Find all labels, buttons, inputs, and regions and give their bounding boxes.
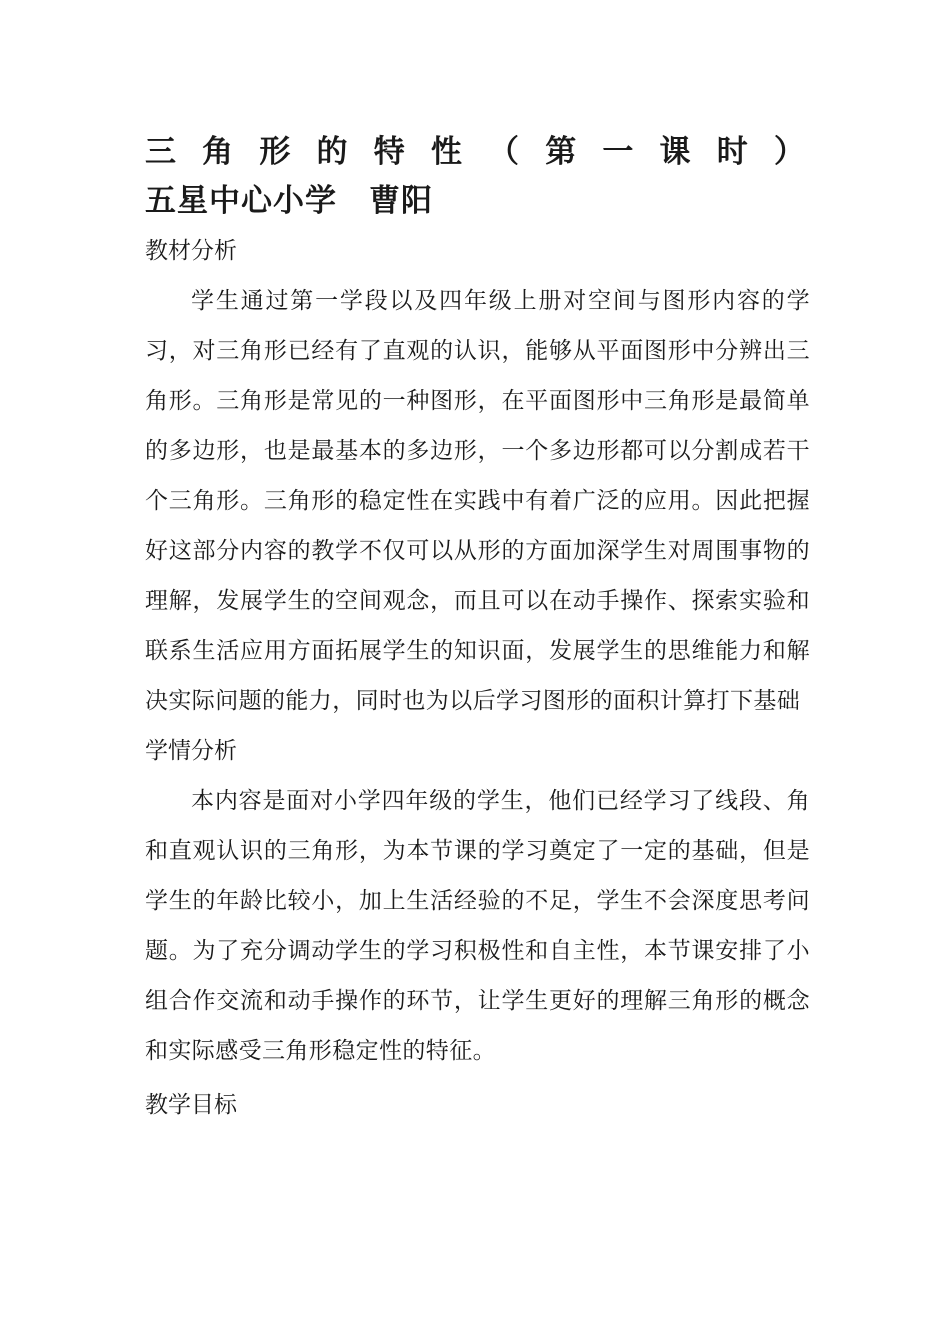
title-char: 形 bbox=[259, 134, 291, 170]
title-char: 时 bbox=[716, 134, 748, 170]
document-subtitle: 五星中心小学 曹阳 bbox=[145, 183, 433, 219]
title-char: （ bbox=[488, 134, 520, 170]
title-char: 课 bbox=[659, 134, 691, 170]
paragraph-learner-analysis: 本内容是面对小学四年级的学生，他们已经学习了线段、角和直观认识的三角形，为本节课的学习奠定了一定的基础，但是学生的年龄比较小，加上生活经验的不足，学生不会深度思考问题。为了充分调动学生的学习积极性和自主性，本节课安排了小组合作交流和动手操作的环节，让学生更好的理解三角形的概念和实际感受三角形稳定性的特征。 bbox=[145, 788, 810, 1064]
title-char: 角 bbox=[202, 134, 234, 170]
section-heading-teaching-goals: 教学目标 bbox=[145, 1092, 237, 1118]
title-char: 的 bbox=[316, 134, 348, 170]
title-char: 一 bbox=[602, 134, 634, 170]
section-heading-textbook-analysis: 教材分析 bbox=[145, 238, 237, 264]
title-char: 第 bbox=[545, 134, 577, 170]
document-page bbox=[145, 128, 810, 1130]
title-char: ） bbox=[773, 134, 805, 170]
title-char: 性 bbox=[430, 134, 462, 170]
section-heading-learner-analysis: 学情分析 bbox=[145, 738, 237, 764]
title-char: 三 bbox=[145, 134, 176, 170]
paragraph-textbook-analysis: 学生通过第一学段以及四年级上册对空间与图形内容的学习，对三角形已经有了直观的认识，能够从平面图形中分辨出三角形。三角形是常见的一种图形，在平面图形中三角形是最简单的多边形，也是最基本的多边形，一个多边形都可以分割成若干个三角形。三角形的稳定性在实践中有着广泛的应用。因此把握好这部分内容的教学不仅可以从形的方面加深学生对周围事物的理解，发展学生的空间观念，而且可以在动手操作、探索实验和联系生活应用方面拓展学生的知识面，发展学生的思维能力和解决实际问题的能力，同时也为以后学习图形的面积计算打下基础 bbox=[145, 288, 810, 714]
title-char: 特 bbox=[373, 134, 405, 170]
document-title bbox=[145, 128, 805, 176]
